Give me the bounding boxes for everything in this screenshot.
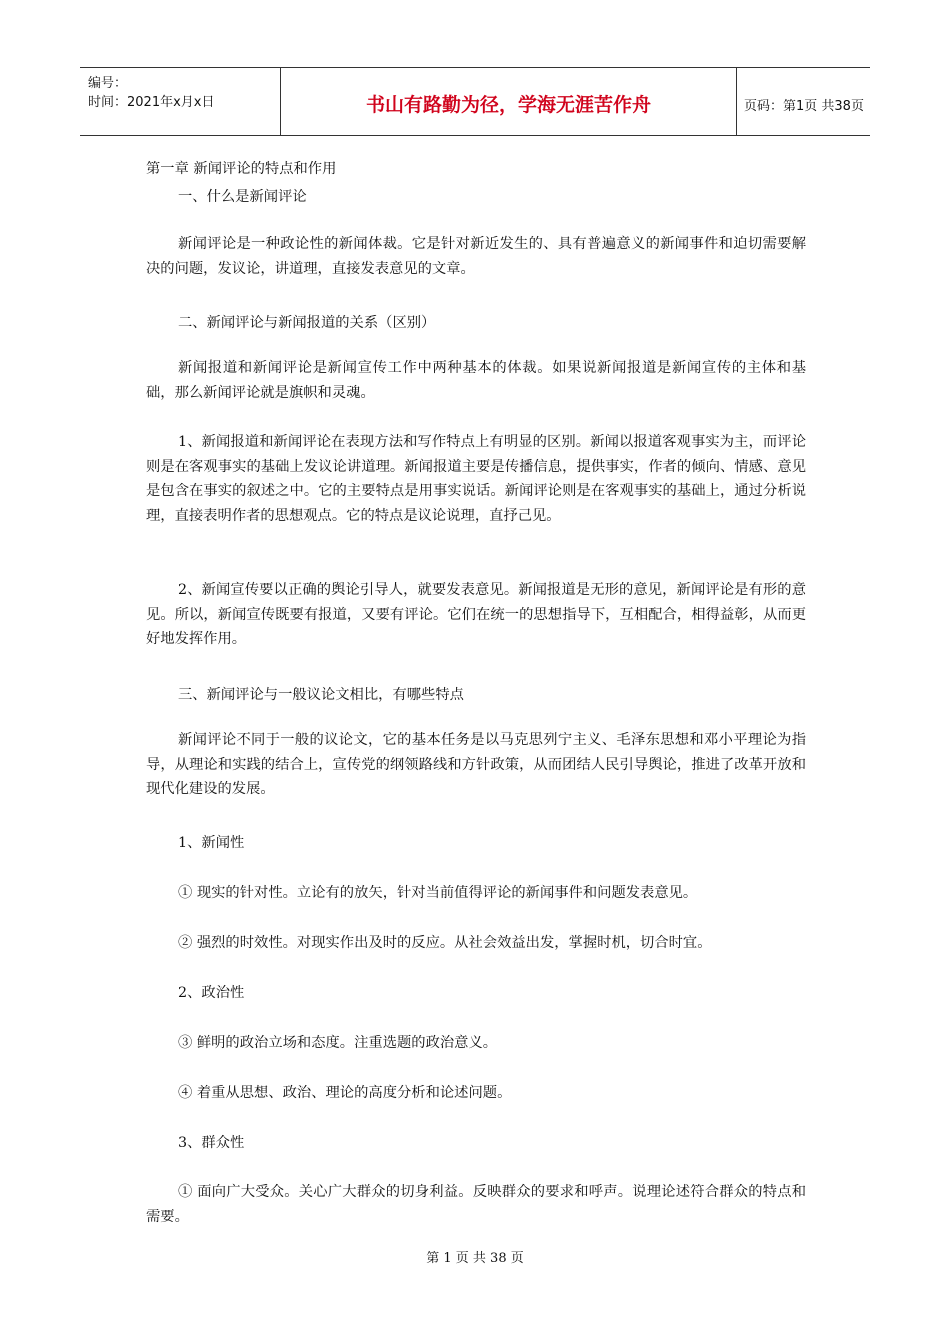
- item-1-point-b: ② 强烈的时效性。对现实作出及时的反应。从社会效益出发，掌握时机，切合时宜。: [178, 935, 712, 951]
- header-page-cell: [736, 68, 870, 135]
- item-1-point-a: ① 现实的针对性。立论有的放矢，针对当前值得评论的新闻事件和问题发表意见。: [178, 885, 698, 901]
- page-footer: 第 1 页 共 38 页: [426, 1251, 524, 1266]
- item-2-point-b: ④ 着重从思想、政治、理论的高度分析和论述问题。: [178, 1085, 512, 1101]
- item-2-point-a: ③ 鲜明的政治立场和态度。注重选题的政治意义。: [178, 1035, 498, 1051]
- header-motto-cell: [280, 68, 737, 135]
- section-1-title: 一、什么是新闻评论: [178, 189, 307, 205]
- chapter-title: 第一章 新闻评论的特点和作用: [146, 161, 337, 177]
- section-2-point-1: 1、新闻报道和新闻评论在表现方法和写作特点上有明显的区别。新闻以报道客观事实为主，而评论则是在客观事实的基础上发议论讲道理。新闻报道主要是传播信息，提供事实，作者的倾向、情感、意见是包含在事实的叙述之中。它的主要特点是用事实说话。新闻评论则是在客观事实的基础上，通过分析说理，直接表明作者的思想观点。它的特点是议论说理，直抒己见。: [146, 434, 806, 524]
- document-header: [80, 67, 870, 136]
- page-code: 页码：第1页 共38页: [744, 99, 864, 114]
- motto-text: 书山有路勤为径，学海无涯苦作舟: [365, 94, 651, 116]
- section-2-point-2: 2、新闻宣传要以正确的舆论引导人，就要发表意见。新闻报道是无形的意见，新闻评论是有形的意见。所以，新闻宣传既要有报道，又要有评论。它们在统一的思想指导下，互相配合，相得益彰，从而更好地发挥作用。: [146, 582, 806, 648]
- date-label: 时间：2021年x月x日: [88, 95, 215, 110]
- section-1-paragraph: 新闻评论是一种政论性的新闻体裁。它是针对新近发生的、具有普遍意义的新闻事件和迫切需要解决的问题，发议论，讲道理，直接发表意见的文章。: [146, 236, 806, 277]
- section-2-title: 二、新闻评论与新闻报道的关系（区别）: [178, 315, 436, 331]
- header-info-cell: [80, 68, 280, 135]
- item-3-title: 3、群众性: [178, 1135, 245, 1151]
- item-2-title: 2、政治性: [178, 985, 245, 1001]
- item-1-title: 1、新闻性: [178, 835, 245, 851]
- section-3-paragraph: 新闻评论不同于一般的议论文，它的基本任务是以马克思列宁主义、毛泽东思想和邓小平理论为指导，从理论和实践的结合上，宣传党的纲领路线和方针政策，从而团结人民引导舆论，推进了改革开放和现代化建设的发展。: [146, 732, 806, 798]
- section-3-title: 三、新闻评论与一般议论文相比，有哪些特点: [178, 687, 464, 703]
- section-2-paragraph: 新闻报道和新闻评论是新闻宣传工作中两种基本的体裁。如果说新闻报道是新闻宣传的主体和基础，那么新闻评论就是旗帜和灵魂。: [146, 360, 806, 401]
- item-3-point-a: ① 面向广大受众。关心广大群众的切身利益。反映群众的要求和呼声。说理论述符合群众的特点和需要。: [146, 1184, 806, 1225]
- number-label: 编号：: [88, 76, 128, 91]
